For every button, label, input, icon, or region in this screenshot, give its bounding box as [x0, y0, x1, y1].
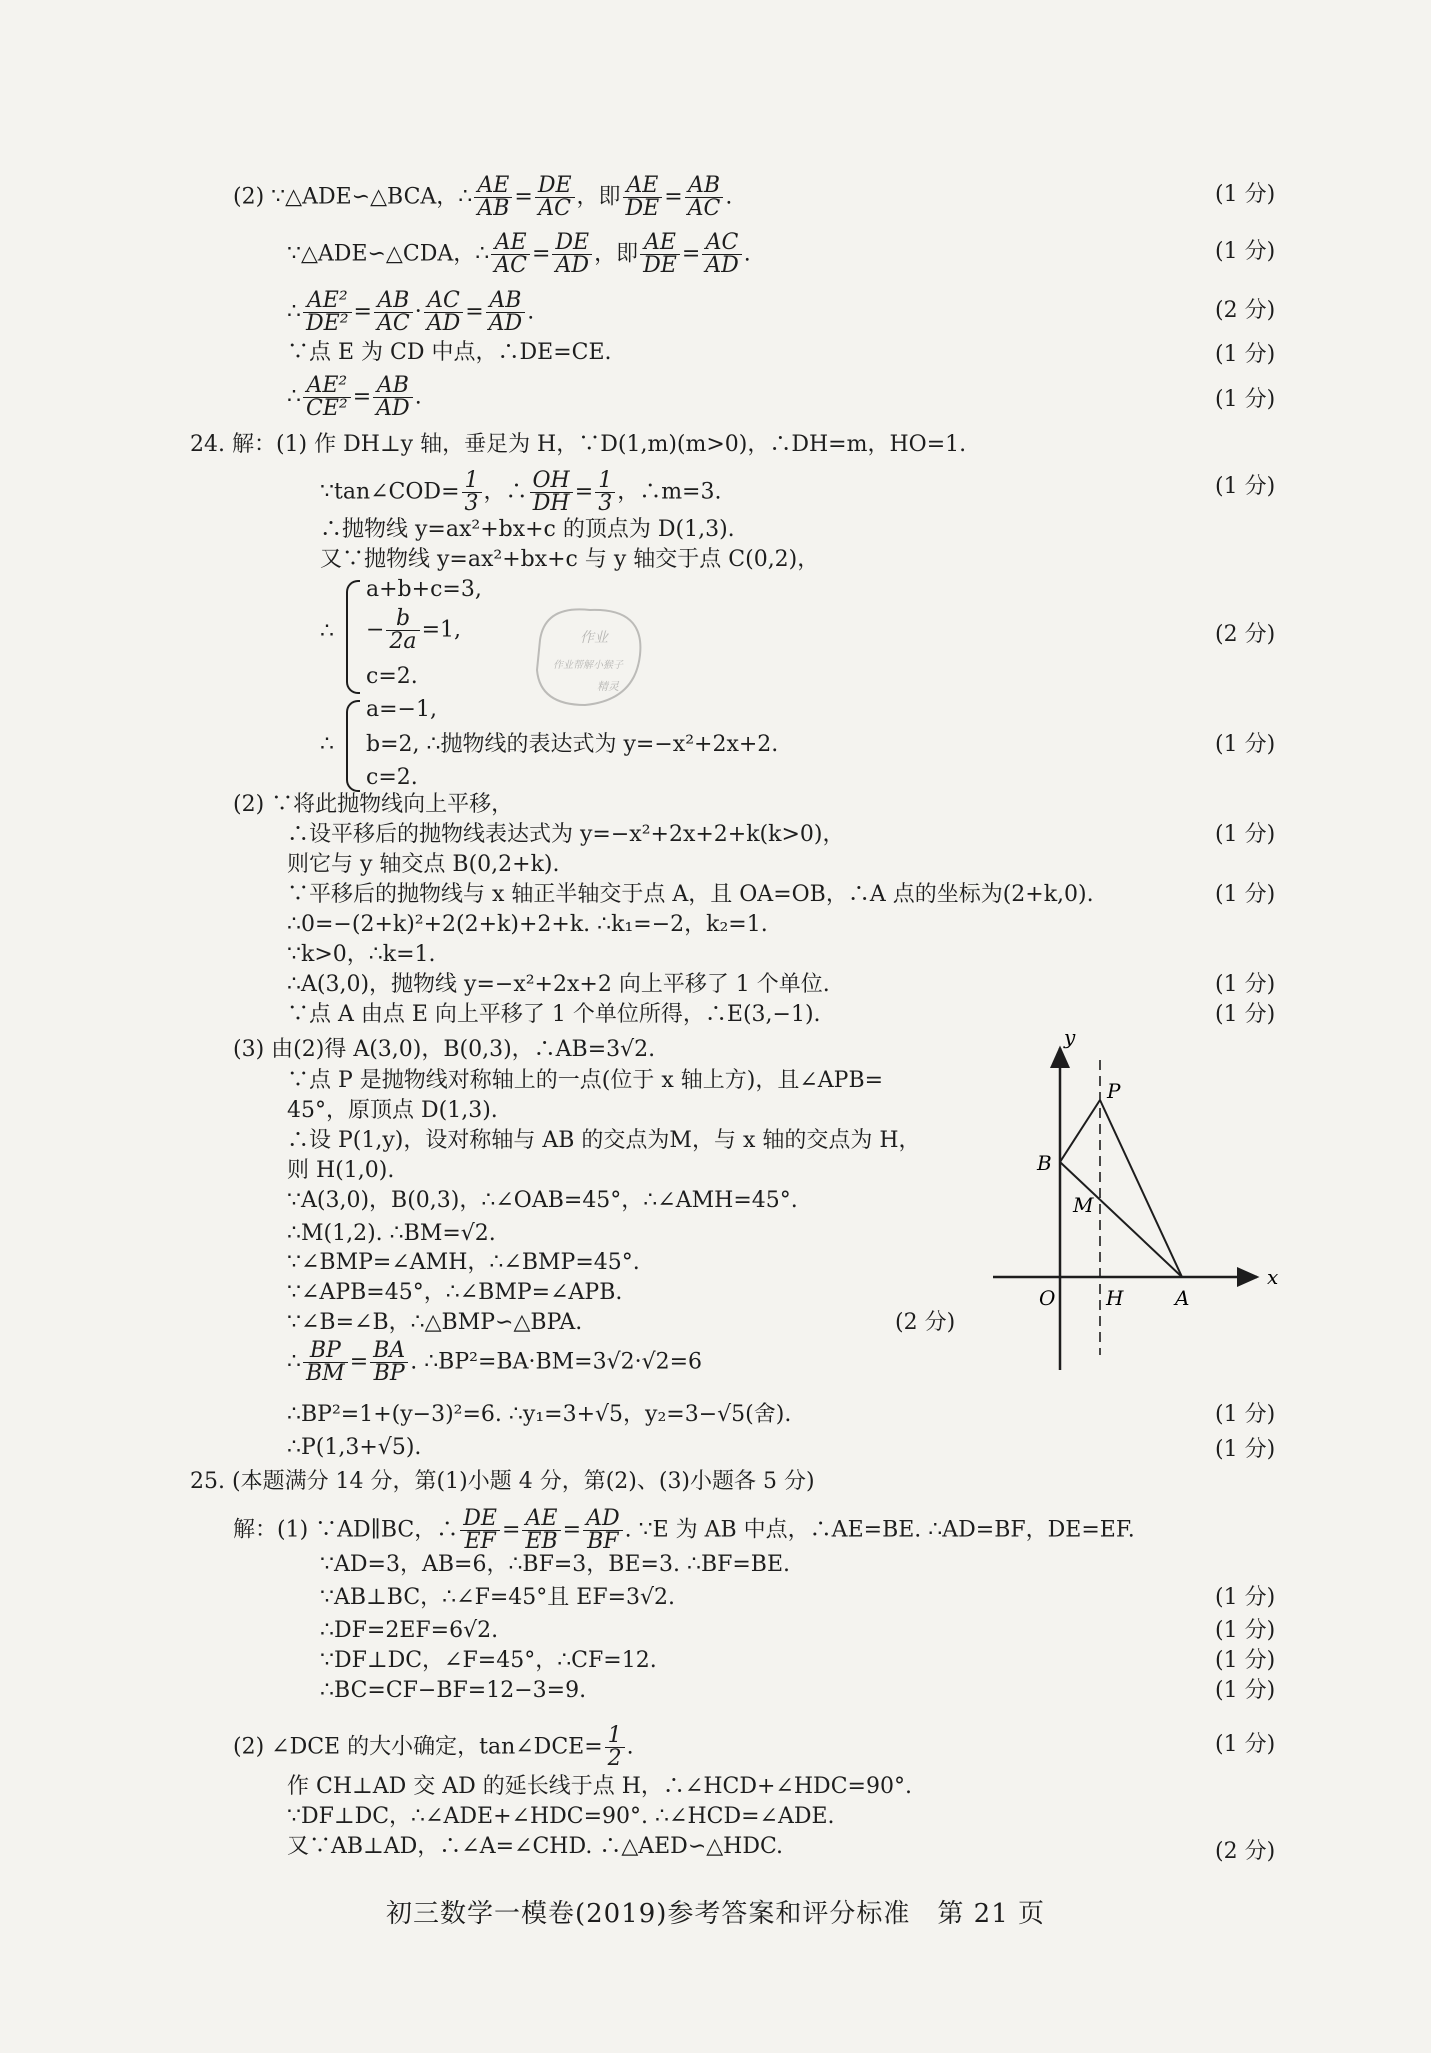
denominator: BF [587, 1529, 619, 1554]
y-label: y [1064, 1025, 1076, 1049]
point-o-label: O [1039, 1286, 1056, 1310]
text: ，∴m=3. [617, 479, 722, 505]
numerator: DE [460, 1508, 500, 1531]
q24-line-1: 24. 解：(1) 作 DH⊥y 轴，垂足为 H，∵D(1,m)(m>0)，∴DH=m，HO=1. [190, 432, 967, 457]
fraction [522, 1508, 560, 1553]
p2-line-1: (2) ∵将此抛物线向上平移， [233, 792, 514, 817]
line-midpoint: ∵点 E 为 CD 中点，∴DE=CE. [287, 340, 612, 365]
p3-line-4: ∴设 P(1,y)，设对称轴与 AB 的交点为M，与 x 轴的交点为 H， [287, 1128, 921, 1153]
denominator: 2a [389, 629, 417, 654]
text: ∵△ADE∽△CDA，∴ [287, 241, 490, 267]
fraction [303, 1340, 348, 1385]
numerator: AE [474, 175, 512, 198]
fraction [474, 175, 512, 220]
numerator: OH [530, 470, 573, 493]
numerator: AB [685, 175, 724, 198]
numerator: AC [702, 232, 742, 255]
brace [346, 700, 360, 792]
therefore-symbol: ∴ [320, 732, 334, 757]
system1-eq2 [366, 608, 461, 653]
point-a-label: A [1175, 1286, 1190, 1310]
numerator: 1 [595, 470, 615, 493]
numerator: AE [640, 232, 680, 255]
denominator: DE [625, 196, 660, 221]
denominator: 2 [607, 1746, 622, 1771]
p2-line-6: ∵k>0，∴k=1. [287, 942, 436, 967]
point-p-label: P [1107, 1079, 1121, 1103]
numerator: AE [522, 1508, 560, 1531]
score: (1 分) [1215, 1002, 1276, 1027]
p2-line-2: ∴设平移后的抛物线表达式为 y=−x²+2x+2+k(k>0)， [287, 822, 845, 847]
system1-eq1: a+b+c=3, [366, 577, 482, 602]
text: − [366, 617, 385, 643]
text: (2) ∵△ADE∽△BCA，∴ [233, 184, 473, 210]
p2-line-8: ∵点 A 由点 E 向上平移了 1 个单位所得，∴E(3,−1). [287, 1002, 821, 1027]
segment-ab [1060, 1162, 1182, 1277]
q25-line-4: ∴DF=2EF=6√2. [320, 1618, 499, 1643]
q24-line-4: 又∵抛物线 y=ax²+bx+c 与 y 轴交于点 C(0,2)， [320, 547, 820, 572]
numerator: DE [535, 175, 575, 198]
line-2-similar-abc: (2) ∵△ADE∽△BCA，∴ $\frac{AE}{AB}$ = $\frac{DE}{AC}$ ，即 $\frac{AE}{DE}$ = $\frac{AB}{AC}$ . [233, 173, 733, 221]
denominator: EB [525, 1529, 558, 1554]
denominator: AB [477, 196, 510, 221]
stamp-text: 作业帮解小猴子 [553, 660, 623, 671]
p3-line-10: ∵∠B=∠B，∴△BMP∽△BPA. [287, 1310, 583, 1335]
p3-line-5: 则 H(1,0). [287, 1158, 395, 1183]
p3-line-7: ∴M(1,2). ∴BM=√2. [287, 1221, 496, 1246]
denominator: AC [494, 253, 527, 278]
score: (1 分) [1215, 882, 1276, 907]
line-conclusion: ∴ $\frac{\text{AE²}}{\text{CE²}}$ = $\frac{AB}{AD}$ . [287, 373, 422, 421]
denominator: BM [306, 1361, 345, 1386]
fraction [583, 1508, 623, 1553]
score: (1 分) [1215, 732, 1276, 757]
q25-line-10: 又∵AB⊥AD，∴∠A=∠CHD. ∴△AED∽△HDC. [287, 1834, 784, 1859]
system1-eq3: c=2. [366, 664, 418, 689]
system2-eq1: a=−1, [366, 697, 437, 722]
fraction [530, 470, 573, 515]
text: (2) ∠DCE 的大小确定，tan∠DCE= [233, 1734, 603, 1760]
point-m-label: M [1073, 1193, 1094, 1217]
watermark-stamp [525, 600, 655, 715]
text: 解：(1) ∵AD∥BC，∴ [233, 1517, 459, 1543]
numerator: AB [374, 290, 413, 313]
q25-line-6: ∴BC=CF−BF=12−3=9. [320, 1678, 587, 1703]
score: (1 分) [1215, 387, 1276, 412]
p3-line-8: ∵∠BMP=∠AMH，∴∠BMP=45°. [287, 1250, 640, 1275]
q25-line-3: ∵AB⊥BC，∴∠F=45°且 EF=3√2. [320, 1585, 676, 1610]
q25-line-8: 作 CH⊥AD 交 AD 的延长线于点 H，∴∠HCD+∠HDC=90°. [287, 1774, 912, 1799]
score: (2 分) [1215, 622, 1276, 647]
denominator: AD [376, 396, 410, 421]
score: (1 分) [1215, 822, 1276, 847]
fraction [605, 1725, 625, 1770]
fraction [303, 290, 352, 335]
stamp-text: 作业 [580, 630, 608, 646]
fraction [702, 232, 742, 277]
q25-line-5: ∵DF⊥DC，∠F=45°，∴CF=12. [320, 1648, 657, 1673]
numerator: BP [303, 1340, 348, 1363]
denominator: BP [373, 1361, 405, 1386]
score: (1 分) [1215, 1437, 1276, 1462]
q25-header: 25. (本题满分 14 分，第(1)小题 4 分，第(2)、(3)小题各 5 分) [190, 1469, 815, 1494]
fraction [623, 175, 663, 220]
p2-line-4: ∵平移后的抛物线与 x 轴正半轴交于点 A，且 OA=OB，∴A 点的坐标为(2+k,0). [287, 882, 1094, 907]
fraction [460, 1508, 500, 1553]
denominator: 3 [598, 491, 613, 516]
fraction [491, 232, 530, 277]
denominator: AC [687, 196, 721, 221]
p3-line-9: ∵∠APB=45°，∴∠BMP=∠APB. [287, 1280, 623, 1305]
p3-line-1: (3) 由(2)得 A(3,0)，B(0,3)，∴AB=3√2. [233, 1037, 656, 1062]
q25-line-9: ∵DF⊥DC，∴∠ADE+∠HDC=90°. ∴∠HCD=∠ADE. [287, 1804, 835, 1829]
score: (1 分) [1215, 1402, 1276, 1427]
denominator: DE [643, 253, 677, 278]
text: ∴ [287, 1349, 301, 1375]
score: (1 分) [1215, 182, 1276, 207]
score: (2 分) [895, 1310, 956, 1335]
p3-line-3: 45°，原顶点 D(1,3). [287, 1098, 498, 1123]
score: (1 分) [1215, 1648, 1276, 1673]
fraction [374, 290, 413, 335]
score: (1 分) [1215, 474, 1276, 499]
denominator: AC [376, 311, 410, 336]
q25-line-1: 解：(1) ∵AD∥BC，∴ $\frac{DE}{EF}$ = $\frac{AE}{EB}$ = $\frac{AD}{BF}$ . ∵E 为 AB 中点，∴AE=BE. ∴AD=BF，DE=EF. [233, 1506, 1135, 1554]
score: (1 分) [1215, 239, 1276, 264]
text: ∴ [287, 299, 301, 325]
system2-eq2: b=2, ∴抛物线的表达式为 y=−x²+2x+2. [366, 732, 779, 757]
x-label: x [1267, 1265, 1279, 1289]
denominator: AD [426, 311, 461, 336]
numerator: AE² [303, 290, 352, 313]
therefore-symbol: ∴ [320, 619, 334, 644]
point-b-label: B [1037, 1151, 1052, 1175]
denominator: AD [488, 311, 523, 336]
q24-line-2: ∵tan∠COD= $\frac{1}{3}$ ，∴ $\frac{OH}{DH}$ = $\frac{1}{3}$ ，∴m=3. [320, 468, 722, 516]
p3-line-2: ∵点 P 是抛物线对称轴上的一点(位于 x 轴上方)，且∠APB= [287, 1068, 884, 1093]
fraction [386, 608, 419, 653]
text: . ∵E 为 AB 中点，∴AE=BE. ∴AD=BF，DE=EF. [624, 1517, 1135, 1543]
numerator: 1 [605, 1725, 625, 1748]
numerator: AD [583, 1508, 623, 1531]
fraction [685, 175, 724, 220]
score: (1 分) [1215, 1585, 1276, 1610]
text: . ∴BP²=BA·BM=3√2·√2=6 [410, 1349, 703, 1375]
score: (1 分) [1215, 1678, 1276, 1703]
numerator: 1 [462, 470, 482, 493]
score: (1 分) [1215, 1732, 1276, 1757]
line-product: ∴ $\frac{\text{AE²}}{\text{DE²}}$ = $\frac{AB}{AC}$ · $\frac{AC}{AD}$ = $\frac{AB}{AD}$ . [287, 288, 535, 336]
denominator: AD [555, 253, 589, 278]
p3-line-6: ∵A(3,0)，B(0,3)，∴∠OAB=45°，∴∠AMH=45°. [287, 1188, 798, 1213]
fraction [595, 470, 615, 515]
numerator: AE [623, 175, 663, 198]
page-footer: 初三数学一模卷(2019)参考答案和评分标准 第 21 页 [385, 1899, 1046, 1929]
score: (1 分) [1215, 342, 1276, 367]
segment-bp [1060, 1100, 1100, 1162]
numerator: BA [370, 1340, 408, 1363]
p3-line-11: ∴ $\frac{BP}{BM}$ = $\frac{BA}{BP}$ . ∴BP²=BA·BM=3√2·√2=6 [287, 1338, 703, 1386]
score: (2 分) [1215, 1839, 1276, 1864]
fraction [462, 470, 482, 515]
fraction [486, 290, 526, 335]
text: ，即 [594, 241, 639, 267]
fraction [370, 1340, 408, 1385]
p2-line-3: 则它与 y 轴交点 B(0,2+k). [287, 852, 560, 877]
numerator: AE² [303, 375, 351, 398]
fraction [373, 375, 413, 420]
denominator: DH [532, 491, 570, 516]
text: . [626, 1734, 634, 1760]
q24-line-3: ∴抛物线 y=ax²+bx+c 的顶点为 D(1,3). [320, 517, 735, 542]
denominator: 3 [464, 491, 479, 516]
denominator: DE² [306, 311, 349, 336]
point-h-label: H [1106, 1286, 1124, 1310]
denominator: CE² [306, 396, 348, 421]
denominator: EF [464, 1529, 496, 1554]
fraction [424, 290, 464, 335]
score: (1 分) [1215, 1618, 1276, 1643]
fraction [640, 232, 680, 277]
system2-eq3: c=2. [366, 765, 418, 790]
p3-line-12: ∴BP²=1+(y−3)²=6. ∴y₁=3+√5，y₂=3−√5(舍). [287, 1402, 792, 1427]
brace [346, 580, 360, 694]
q25-line-7 [233, 1725, 634, 1770]
p2-line-5: ∴0=−(2+k)²+2(2+k)+2+k. ∴k₁=−2，k₂=1. [287, 912, 768, 937]
text: ，∴ [483, 479, 528, 505]
stamp-text: 精灵 [597, 680, 619, 693]
numerator: AC [424, 290, 464, 313]
numerator: AB [373, 375, 413, 398]
numerator: AE [491, 232, 530, 255]
text: ，即 [576, 184, 621, 210]
text: ∵tan∠COD= [320, 479, 460, 505]
text: ∴ [287, 384, 301, 410]
denominator: AC [538, 196, 572, 221]
q25-line-2: ∵AD=3，AB=6，∴BF=3，BE=3. ∴BF=BE. [320, 1552, 791, 1577]
fraction [535, 175, 575, 220]
numerator: b [386, 608, 419, 631]
fraction [303, 375, 351, 420]
segment-pa [1100, 1100, 1182, 1277]
fraction [552, 232, 592, 277]
coordinate-figure [985, 1020, 1285, 1380]
score: (1 分) [1215, 972, 1276, 997]
text: =1, [421, 617, 461, 643]
p2-line-7: ∴A(3,0)，抛物线 y=−x²+2x+2 向上平移了 1 个单位. [287, 972, 830, 997]
numerator: DE [552, 232, 592, 255]
p3-line-13: ∴P(1,3+√5). [287, 1435, 422, 1460]
denominator: AD [705, 253, 739, 278]
numerator: AB [486, 290, 526, 313]
score: (2 分) [1215, 298, 1276, 323]
line-similar-cda: ∵△ADE∽△CDA，∴ $\frac{AE}{AC}$ = $\frac{DE}{AD}$ ，即 $\frac{AE}{DE}$ = $\frac{AC}{AD}$ . [287, 230, 751, 278]
